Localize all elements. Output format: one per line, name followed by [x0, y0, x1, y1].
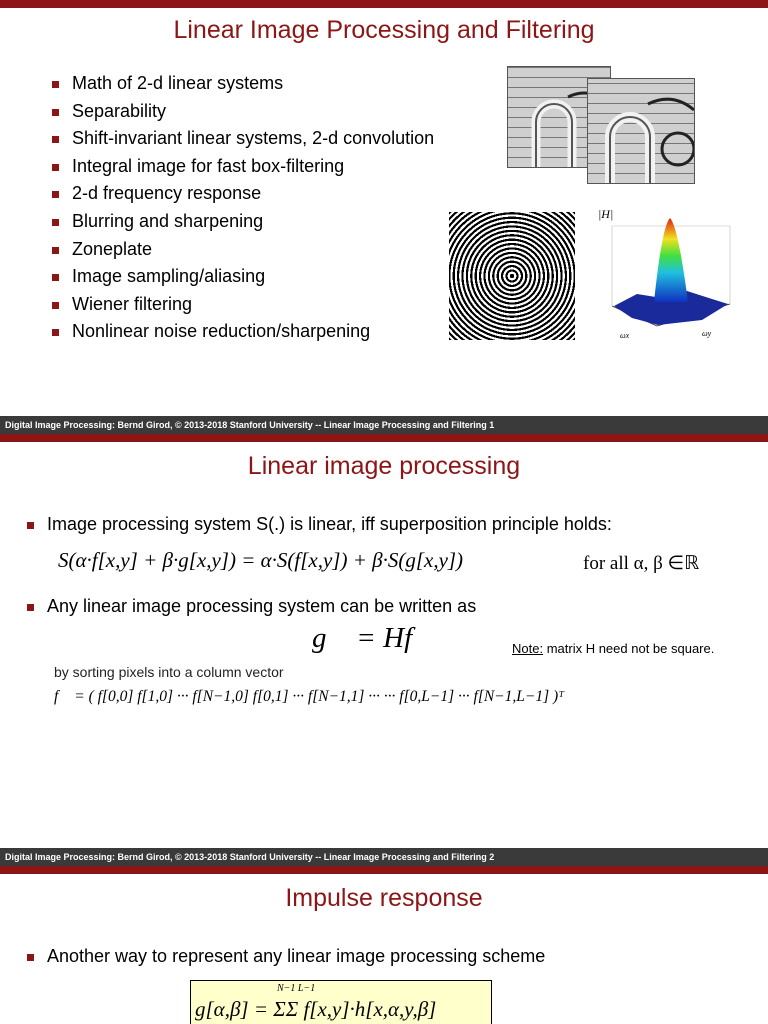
axis-label-wy: ωy — [702, 329, 712, 338]
bullet-list — [48, 70, 434, 346]
column-vector: f⃗ = ( f[0,0] f[1,0] ··· f[N−1,0] f[0,1] ··· f[N−1,1] ··· ··· f[0,L−1] ··· f[N−1,L−1] )ᵀ — [54, 688, 565, 705]
slide-footer: Digital Image Processing: Bernd Girod, © 2013-2018 Stanford University -- Linear Image Processing and Filtering 2 — [0, 848, 768, 866]
list-item: Math of 2-d linear systems — [48, 70, 434, 98]
list-item: Shift-invariant linear systems, 2-d convolution — [48, 125, 434, 153]
sorting-text: by sorting pixels into a column vector — [54, 664, 284, 680]
list-item: Separability — [48, 98, 434, 126]
matrix-equation: g⃗ = Hf⃗ — [312, 622, 435, 654]
zoneplate-image — [449, 212, 575, 340]
plot-label: |H| — [598, 207, 614, 221]
note-text: Note: matrix H need not be square. — [512, 641, 715, 656]
list-item: Nonlinear noise reduction/sharpening — [48, 318, 434, 346]
bullet-item: Image processing system S(.) is linear, iff superposition principle holds: — [47, 514, 612, 535]
footer-accent — [0, 866, 768, 874]
list-item: Wiener filtering — [48, 291, 434, 319]
list-item: 2-d frequency response — [48, 180, 434, 208]
slide-top-bar — [0, 0, 768, 8]
slide-1 — [0, 0, 768, 432]
slide-2 — [0, 442, 768, 848]
list-item: Image sampling/aliasing — [48, 263, 434, 291]
bullet-item: Any linear image processing system can be written as — [47, 596, 476, 617]
superposition-equation: S(α·f[x,y] + β·g[x,y]) = α·S(f[x,y]) + β·S(g[x,y]) — [58, 548, 464, 572]
impulse-equation-box — [190, 980, 492, 1024]
footer-accent — [0, 434, 768, 442]
list-item: Integral image for fast box-filtering — [48, 153, 434, 181]
sum-limits: N−1 L−1 — [277, 983, 316, 994]
impulse-equation: g[α,β] = ΣΣ f[x,y]·h[x,α,y,β] — [195, 997, 437, 1021]
list-item: Blurring and sharpening — [48, 208, 434, 236]
bullet-item: Another way to represent any linear image processing scheme — [47, 946, 545, 967]
brick-wall-photo-front — [587, 78, 695, 184]
slide-title: Linear Image Processing and Filtering — [173, 16, 595, 44]
slide-title: Impulse response — [285, 884, 483, 912]
list-item: Zoneplate — [48, 236, 434, 264]
slide-footer: Digital Image Processing: Bernd Girod, © 2013-2018 Stanford University -- Linear Image Processing and Filtering 1 — [0, 416, 768, 434]
frequency-response-plot — [592, 206, 742, 341]
slide-title: Linear image processing — [247, 452, 521, 480]
slide-3 — [0, 874, 768, 1024]
axis-label-wx: ωx — [620, 331, 630, 340]
forall-clause: for all α, β ∈ℝ — [583, 553, 700, 574]
